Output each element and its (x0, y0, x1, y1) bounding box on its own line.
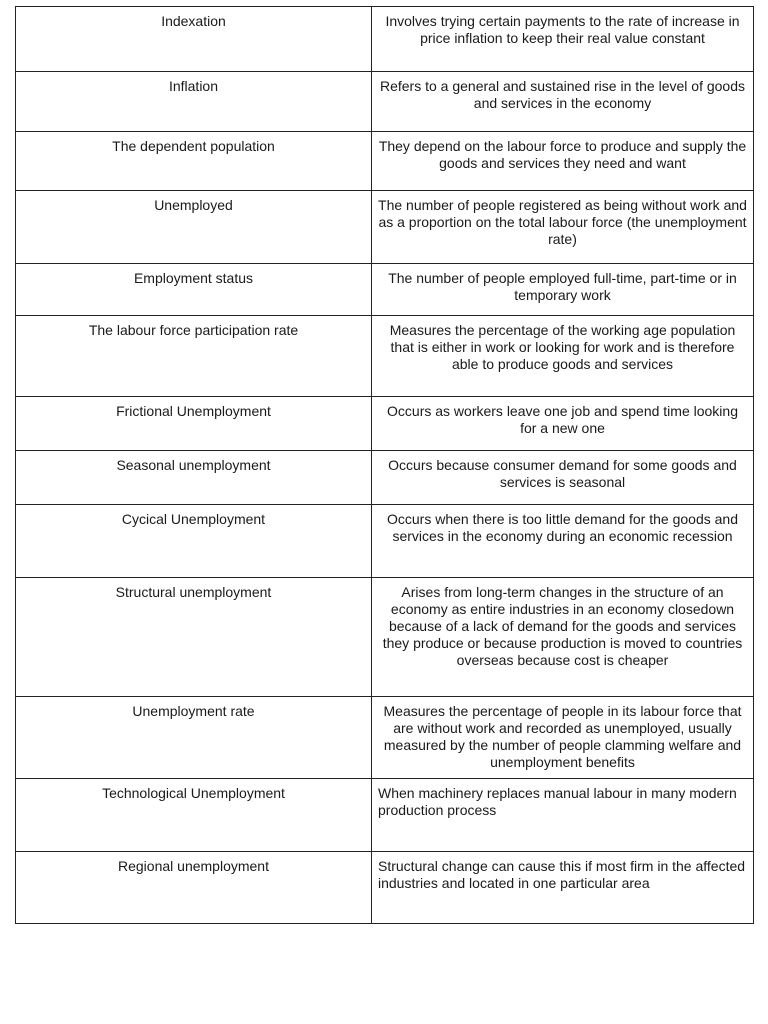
table-row (16, 72, 754, 132)
table-row (16, 779, 754, 852)
definition-cell: Occurs because consumer demand for some goods and services is seasonal (372, 451, 754, 505)
table-row (16, 397, 754, 451)
term-cell: Inflation (16, 72, 372, 132)
definition-cell: Refers to a general and sustained rise in the level of goods and services in the economy (372, 72, 754, 132)
definition-cell: Occurs as workers leave one job and spend time looking for a new one (372, 397, 754, 451)
definition-cell: Measures the percentage of the working age population that is either in work or looking for work and is therefore able to produce goods and services (372, 316, 754, 397)
table-row (16, 7, 754, 72)
term-cell: Unemployed (16, 191, 372, 264)
definition-cell: When machinery replaces manual labour in many modern production process (372, 779, 754, 852)
table-row (16, 451, 754, 505)
term-cell: Regional unemployment (16, 852, 372, 924)
term-cell: The labour force participation rate (16, 316, 372, 397)
table-row (16, 505, 754, 578)
table-row (16, 191, 754, 264)
term-cell: Seasonal unemployment (16, 451, 372, 505)
definition-cell: Involves trying certain payments to the rate of increase in price inflation to keep their real value constant (372, 7, 754, 72)
term-cell: Cycical Unemployment (16, 505, 372, 578)
definition-cell: Arises from long-term changes in the structure of an economy as entire industries in an economy closedown because of a lack of demand for the goods and services they produce or because production is moved to countries overseas because cost is cheaper (372, 578, 754, 697)
definition-cell: The number of people employed full-time, part-time or in temporary work (372, 264, 754, 316)
definition-cell: Structural change can cause this if most firm in the affected industries and located in one particular area (372, 852, 754, 924)
definition-cell: The number of people registered as being without work and as a proportion on the total labour force (the unemployment rate) (372, 191, 754, 264)
definition-cell: They depend on the labour force to produce and supply the goods and services they need and want (372, 132, 754, 191)
term-cell: Employment status (16, 264, 372, 316)
definition-cell: Measures the percentage of people in its labour force that are without work and recorded as unemployed, usually measured by the number of people clamming welfare and unemployment benefits (372, 697, 754, 779)
glossary-table (15, 6, 754, 924)
table-row (16, 697, 754, 779)
table-row (16, 578, 754, 697)
table-row (16, 852, 754, 924)
definition-cell: Occurs when there is too little demand for the goods and services in the economy during an economic recession (372, 505, 754, 578)
term-cell: Technological Unemployment (16, 779, 372, 852)
term-cell: The dependent population (16, 132, 372, 191)
table-row (16, 264, 754, 316)
table-row (16, 316, 754, 397)
term-cell: Unemployment rate (16, 697, 372, 779)
term-cell: Frictional Unemployment (16, 397, 372, 451)
term-cell: Indexation (16, 7, 372, 72)
term-cell: Structural unemployment (16, 578, 372, 697)
table-row (16, 132, 754, 191)
